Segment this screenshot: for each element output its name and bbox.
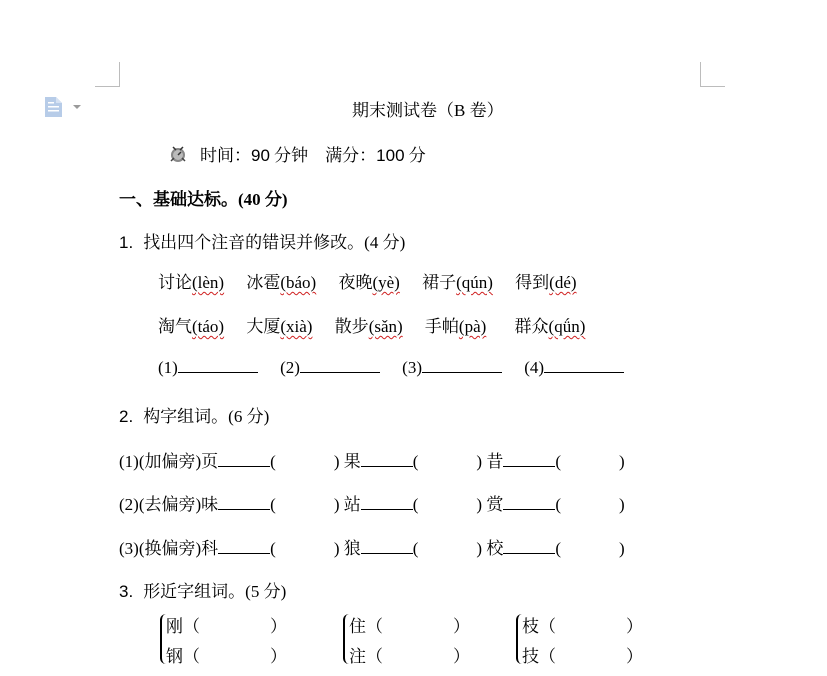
similar-char-group-2: 住（ ） 注（ ）: [343, 612, 464, 672]
question-number: 1.: [119, 233, 134, 252]
question-number: 3.: [119, 582, 134, 601]
pinyin-item: 冰雹(báo): [246, 273, 317, 292]
pinyin-item: 淘气(táo): [158, 317, 225, 336]
alarm-clock-icon: [168, 144, 190, 164]
pinyin-row-1: [158, 268, 595, 293]
answer-blanks: [158, 358, 642, 378]
document-title: 期末测试卷（B 卷）: [352, 101, 504, 120]
score-value: 100: [376, 146, 405, 165]
answer-blank[interactable]: (4): [524, 358, 624, 378]
score-unit: 分: [408, 146, 426, 165]
section-heading: 一、基础达标。(40 分): [119, 190, 288, 209]
question-1: [119, 228, 405, 253]
pinyin-item: 裙子(qún): [422, 273, 493, 292]
pinyin-item: 夜晚(yè): [338, 273, 400, 292]
time-value: 90: [251, 146, 270, 165]
word-building-row-2: (2)(去偏旁)味 ( ) 站 ( ) 赏 ( ): [119, 495, 625, 514]
question-2: [119, 402, 269, 427]
word-building-row-1: (1)(加偏旁)页 ( ) 果 ( ) 昔 ( ): [119, 452, 625, 471]
pinyin-item: 讨论(lèn): [158, 273, 225, 292]
question-prompt: 形近字组词。(5 分): [143, 582, 287, 601]
pinyin-item: 群众(qǘn): [514, 317, 586, 336]
answer-blank[interactable]: (3): [402, 358, 502, 378]
question-prompt: 找出四个注音的错误并修改。(4 分): [143, 233, 406, 252]
pinyin-item: 得到(dé): [515, 273, 577, 292]
similar-char-group-1: 刚（ ） 钢（ ）: [160, 612, 281, 672]
question-number: 2.: [119, 407, 134, 426]
answer-blank[interactable]: (2): [280, 358, 380, 378]
exam-meta: [168, 141, 426, 166]
pinyin-row-2: [158, 312, 603, 337]
similar-char-group-3: 枝（ ） 技（ ）: [516, 612, 637, 672]
answer-blank[interactable]: (1): [158, 358, 258, 378]
question-prompt: 构字组词。(6 分): [143, 407, 270, 426]
pinyin-item: 手帕(pà): [424, 317, 487, 336]
page-corner-mark-left: [95, 62, 120, 87]
question-3: [119, 577, 286, 602]
score-label: 满分：: [325, 146, 377, 165]
time-unit: 分钟: [274, 146, 309, 165]
caret-down-icon[interactable]: [73, 105, 81, 109]
document-icon[interactable]: [44, 96, 64, 118]
pinyin-item: 大厦(xià): [246, 317, 313, 336]
word-building-row-3: (3)(换偏旁)科 ( ) 狼 ( ) 校 ( ): [119, 539, 625, 558]
pinyin-item: 散步(sǎn): [334, 317, 403, 336]
time-label: 时间：: [200, 146, 251, 165]
page-corner-mark-right: [700, 62, 725, 87]
